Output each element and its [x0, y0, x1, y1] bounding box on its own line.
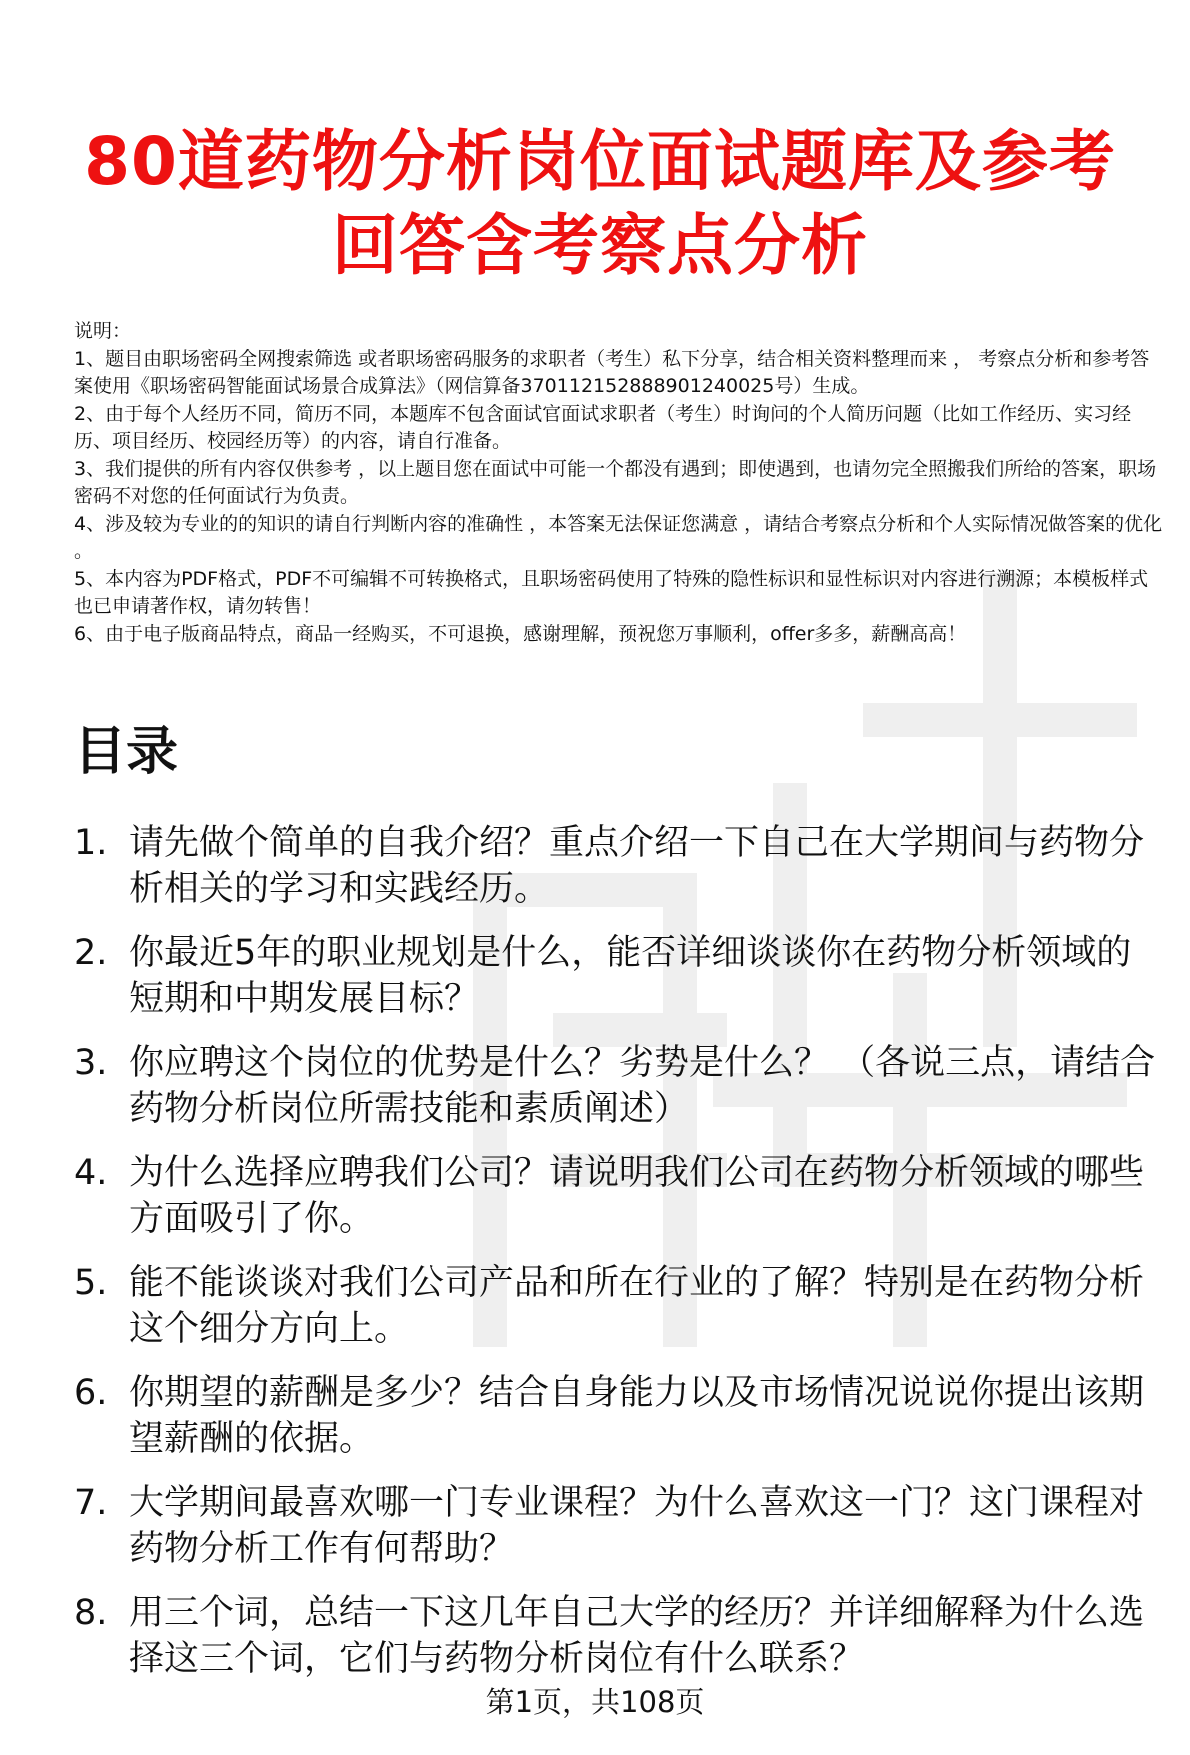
toc-item [74, 1150, 1164, 1242]
toc-item-number: 8. [74, 1593, 108, 1633]
toc-item-text: 大学期间最喜欢哪一门专业课程？为什么喜欢这一门？这门课程对药物分析工作有何帮助？ [129, 1483, 1145, 1569]
toc-item [74, 1260, 1164, 1352]
toc-item [74, 1370, 1164, 1462]
title-line-2: 回答含考察点分析 [332, 207, 868, 284]
toc-item [74, 1480, 1164, 1572]
toc-item-text: 能不能谈谈对我们公司产品和所在行业的了解？特别是在药物分析这个细分方向上。 [129, 1263, 1145, 1349]
document-title [60, 120, 1140, 288]
note-item: 6、由于电子版商品特点，商品一经购买，不可退换，感谢理解，预祝您万事顺利，offer多多，薪酬高高！ [74, 622, 967, 645]
notes-section [74, 318, 1164, 648]
note-item: 1、题目由职场密码全网搜索筛选 或者职场密码服务的求职者（考生）私下分享，结合相关资料整理而来 ， 考察点分析和参考答案使用《职场密码智能面试场景合成算法》（网信算备370112152888901240025号）生成。 [74, 347, 1150, 397]
toc-item-number: 5. [74, 1263, 108, 1303]
page-footer: 第1页，共108页 [485, 1685, 705, 1719]
toc-heading: 目录 [74, 722, 179, 782]
note-item: 3、我们提供的所有内容仅供参考 ，以上题目您在面试中可能一个都没有遇到；即使遇到，也请勿完全照搬我们所给的答案，职场密码不对您的任何面试行为负责。 [74, 457, 1157, 507]
toc-item [74, 1040, 1164, 1132]
toc-item-text: 用三个词，总结一下这几年自己大学的经历？并详细解释为什么选择这三个词，它们与药物分析岗位有什么联系？ [129, 1593, 1145, 1679]
toc-item [74, 1590, 1164, 1682]
toc-item-number: 2. [74, 933, 108, 973]
toc-list [74, 820, 1164, 1700]
note-item: 4、涉及较为专业的的知识的请自行判断内容的准确性 ，本答案无法保证您满意 ，请结合考察点分析和个人实际情况做答案的优化 。 [74, 512, 1163, 562]
toc-item-number: 6. [74, 1373, 108, 1413]
toc-item-number: 1. [74, 823, 108, 863]
note-item: 5、本内容为PDF格式，PDF不可编辑不可转换格式，且职场密码使用了特殊的隐性标识和显性标识对内容进行溯源；本模板样式也已申请著作权，请勿转售！ [74, 567, 1149, 617]
title-line-1: 80道药物分析岗位面试题库及参考 [84, 123, 1116, 200]
toc-item [74, 820, 1164, 912]
toc-item-text: 为什么选择应聘我们公司？请说明我们公司在药物分析领域的哪些方面吸引了你。 [129, 1153, 1145, 1239]
toc-item-number: 7. [74, 1483, 108, 1523]
toc-item-text: 请先做个简单的自我介绍？重点介绍一下自己在大学期间与药物分析相关的学习和实践经历。 [129, 823, 1145, 909]
note-item: 2、由于每个人经历不同，简历不同，本题库不包含面试官面试求职者（考生）时询问的个人简历问题（比如工作经历、实习经历、项目经历、校园经历等）的内容，请自行准备。 [74, 402, 1132, 452]
toc-item-text: 你应聘这个岗位的优势是什么？劣势是什么？ （各说三点，请结合药物分析岗位所需技能和素质阐述） [129, 1043, 1156, 1129]
toc-item-number: 3. [74, 1043, 108, 1083]
toc-item-text: 你最近5年的职业规划是什么，能否详细谈谈你在药物分析领域的短期和中期发展目标？ [129, 933, 1132, 1019]
toc-item-text: 你期望的薪酬是多少？结合自身能力以及市场情况说说你提出该期望薪酬的依据。 [129, 1373, 1145, 1459]
toc-item [74, 930, 1164, 1022]
toc-item-number: 4. [74, 1153, 108, 1193]
notes-label: 说明： [74, 320, 132, 342]
